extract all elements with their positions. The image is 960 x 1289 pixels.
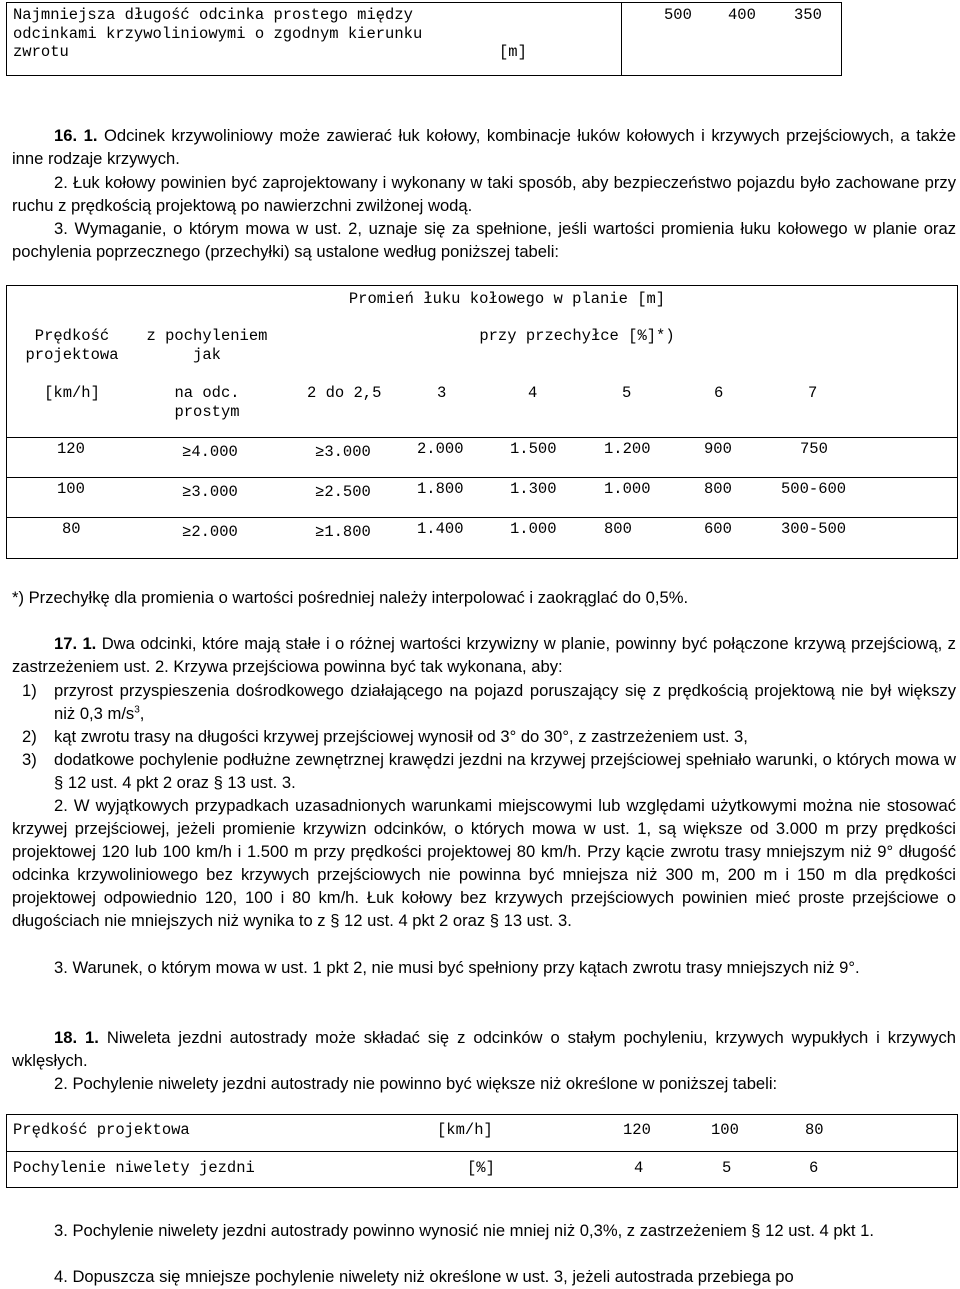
section-18-paragraph-2: 2. Pochylenie niwelety jezdni autostrady nie powinno być większe niż określone w poniższej tabeli:: [54, 1074, 778, 1093]
section-16-paragraph-2: 2. Łuk kołowy powinien być zaprojektowany i wykonany w taki sposób, aby bezpieczeństwo pojazdu było zachowane przy ruchu z prędkością projektową po nawierzchni zwilżonej wodą.: [12, 173, 956, 215]
superscript: 3: [134, 704, 140, 716]
section-18-p1-text: Niweleta jezdni autostrady może składać się z odcinków o stałym pochyleniu, krzywych wypukłych i krzywych wklęsłych.: [12, 1028, 956, 1070]
row1-value-3: 80: [805, 1121, 824, 1139]
row-120-c2: 2.000: [417, 440, 464, 458]
header-flat-line4: prostym: [174, 403, 240, 421]
row-80-c6: 300-500: [781, 520, 847, 538]
row-80-c2: 1.400: [417, 520, 464, 538]
geq-symbol: ≥: [315, 483, 325, 501]
section-17-p1-text: Dwa odcinki, które mają stałe i o różnej wartości krzywizny w planie, powinny być połączone krzywą przejściową, z zastrzeżeniem ust. 2. Krzywa przejściowa powinna być tak wykonana, aby:: [12, 634, 956, 676]
superelevation-col-5: 6: [714, 384, 724, 402]
row2-unit: [%]: [467, 1159, 495, 1177]
value-350: 350: [794, 6, 822, 24]
value-400: 400: [728, 6, 756, 24]
row-120-speed: 120: [57, 440, 85, 458]
row-80-flat: ≥2.000: [182, 523, 238, 541]
section-17-paragraph-2: 2. W wyjątkowych przypadkach uzasadnionych warunkami miejscowymi lub względami użytkowymi można nie stosować krzywej przejściowej, jeżeli promienie krzywizn odcinków, o których mowa w ust. 1, są większe od 3.000 m przy prędkości projektowej 120 lub 100 km/h i 1.500 m przy prędkości projektowej 80 km/h. Przy kącie zwrotu trasy mniejszym niż 9° długość odcinka krzywoliniowego bez krzywych przejściowych nie powinna być mniejsza niż 300 m, 200 m i 150 m dla prędkości projektowej odpowiednio 120, 100 i 80 km/h. Łuk kołowy bez krzywych przejściowych powinien mieć proste przejściowe o długościach nie mniejszych niż wynika to z § 12 ust. 4 pkt 2 oraz § 13 ust. 3.: [12, 796, 956, 930]
row-80-c4: 800: [604, 520, 632, 538]
table-unit: [m]: [499, 43, 527, 61]
row-100-c5: 800: [704, 480, 732, 498]
row-80-c3: 1.000: [510, 520, 557, 538]
list-text: kąt zwrotu trasy na długości krzywej przejściowej wynosił od 3° do 30°, z zastrzeżeniem ust. 3,: [54, 727, 748, 746]
list-text: dodatkowe pochylenie podłużne zewnętrznej krawędzi jezdni na krzywej przejściowej spełniało warunki, o których mowa w § 12 ust. 4 pkt 2 oraz § 13 ust. 3.: [54, 750, 956, 792]
row-100-c6: 500-600: [781, 480, 847, 498]
column-divider: [621, 3, 622, 75]
row2-value-3: 6: [809, 1159, 819, 1177]
list-number: 1): [22, 681, 37, 700]
section-18-paragraph-3: 3. Pochylenie niwelety jezdni autostrady powinno wynosić nie mniej niż 0,3%, z zastrzeżeniem § 12 ust. 4 pkt 1.: [54, 1221, 874, 1240]
row-100-c3: 1.300: [510, 480, 557, 498]
list-number: 3): [22, 750, 37, 769]
geq-symbol: ≥: [315, 523, 325, 541]
table-footnote: *) Przechyłkę dla promienia o wartości pośredniej należy interpolować i zaokrąglać do 0,5%.: [12, 588, 689, 607]
row-120-c4: 1.200: [604, 440, 651, 458]
section-16-paragraph-3: 3. Wymaganie, o którym mowa w ust. 2, uznaje się za spełnione, jeśli wartości promienia łuku kołowego w planie oraz pochylenia poprzecznego (przechyłki) są ustalone według poniższej tabeli:: [12, 219, 956, 261]
row2-value-1: 4: [634, 1159, 644, 1177]
section-16-paragraph-1: [12, 124, 956, 170]
geq-symbol: ≥: [182, 483, 192, 501]
row1-label: Prędkość projektowa: [13, 1121, 190, 1139]
list-text: przyrost przyspieszenia dośrodkowego działającego na pojazd poruszający się z prędkością projektową nie był większy niż 0,3 $m/s^3$,: [54, 681, 956, 723]
header-radius: Promień łuku kołowego w planie [m]: [348, 290, 666, 308]
geq-symbol: ≥: [182, 523, 192, 541]
section-17-number: 17. 1.: [54, 634, 97, 653]
row-divider: [7, 437, 957, 438]
row-divider: [7, 477, 957, 478]
section-16-number: 16. 1.: [54, 126, 98, 145]
row-120-flat: ≥4.000: [182, 443, 238, 461]
header-superelevation: przy przechyłce [%]*): [479, 327, 675, 345]
row-100-c2: 1.800: [417, 480, 464, 498]
list-number: 2): [22, 727, 37, 746]
row1-value-2: 100: [711, 1121, 739, 1139]
superelevation-col-2: 3: [437, 384, 447, 402]
row2-label: Pochylenie niwelety jezdni: [13, 1159, 255, 1177]
row-80-speed: 80: [62, 520, 81, 538]
row-divider: [7, 517, 957, 518]
row-100-c1: ≥2.500: [315, 483, 371, 501]
row1-unit: [km/h]: [437, 1121, 493, 1139]
header-speed-line1: Prędkość: [34, 327, 110, 345]
section-16-p1-text: Odcinek krzywoliniowy może zawierać łuk kołowy, kombinacje łuków kołowych i krzywych przejściowych, a także inne rodzaje krzywych.: [12, 126, 956, 168]
section-17-paragraph-3: 3. Warunek, o którym mowa w ust. 1 pkt 2, nie musi być spełniony przy kątach zwrotu trasy mniejszych niż 9°.: [54, 958, 860, 977]
row-120-c6: 750: [800, 440, 828, 458]
section-18-number: 18. 1.: [54, 1028, 99, 1047]
geq-symbol: ≥: [315, 443, 325, 461]
geq-symbol: ≥: [182, 443, 192, 461]
row-120-c5: 900: [704, 440, 732, 458]
row1-value-1: 120: [623, 1121, 651, 1139]
section-18-paragraph-4: 4. Dopuszcza się mniejsze pochylenie niwelety niż określone w ust. 3, jeżeli autostrada przebiega po: [54, 1267, 794, 1286]
grade-table: [6, 1114, 958, 1188]
value-500: 500: [664, 6, 692, 24]
row-100-speed: 100: [57, 480, 85, 498]
row2-value-2: 5: [722, 1159, 732, 1177]
row-100-flat: ≥3.000: [182, 483, 238, 501]
header-flat-line1: z pochyleniem: [146, 327, 268, 345]
row-80-c1: ≥1.800: [315, 523, 371, 541]
header-flat-line3: na odc.: [174, 384, 240, 402]
row-80-c5: 600: [704, 520, 732, 538]
section-18-paragraph-1: [12, 1026, 956, 1072]
min-straight-length-table: [6, 2, 842, 76]
superelevation-col-1: 2 do 2,5: [307, 384, 382, 402]
row-120-c1: ≥3.000: [315, 443, 371, 461]
header-flat-line2: jak: [193, 346, 221, 364]
row-divider: [7, 1151, 957, 1152]
header-speed-unit: [km/h]: [44, 384, 100, 402]
row-100-c4: 1.000: [604, 480, 651, 498]
curve-radius-table: [6, 285, 958, 559]
superelevation-col-6: 7: [808, 384, 818, 402]
superelevation-col-4: 5: [622, 384, 632, 402]
header-speed-line2: projektowa: [25, 346, 119, 364]
table-label: Najmniejsza długość odcinka prostego między odcinkami krzywoliniowymi o zgodnym kierunku zwrotu: [13, 6, 423, 61]
section-17-paragraph-1: [12, 632, 956, 678]
row-120-c3: 1.500: [510, 440, 557, 458]
superelevation-col-3: 4: [528, 384, 538, 402]
